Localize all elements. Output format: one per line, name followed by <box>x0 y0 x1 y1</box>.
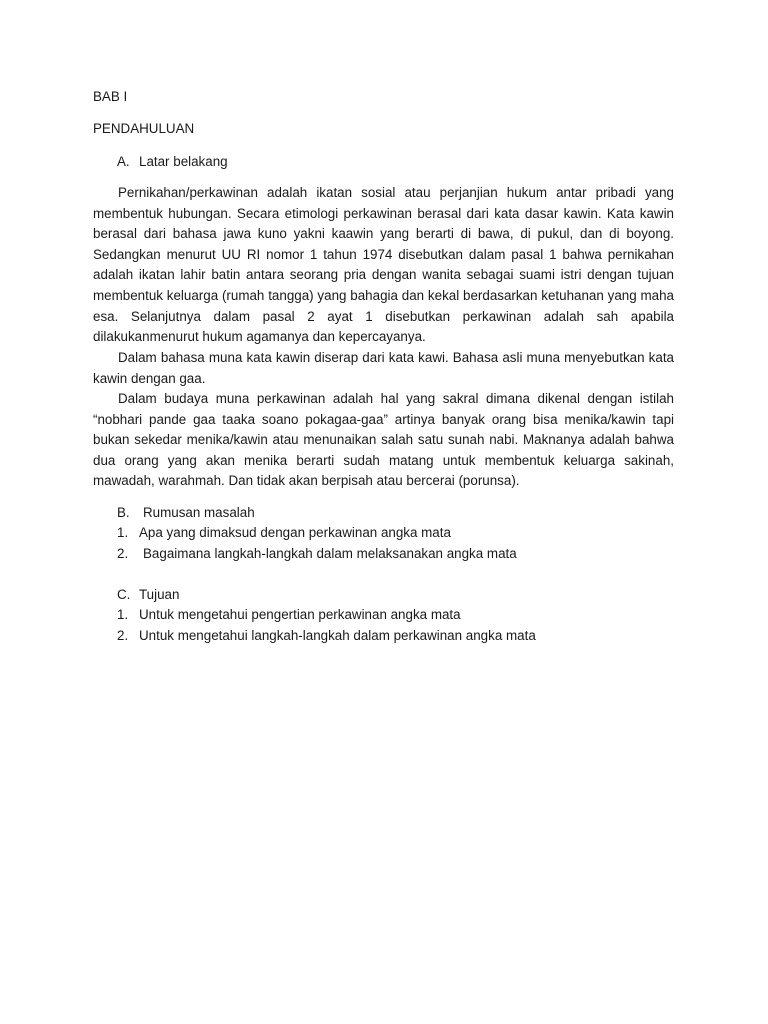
paragraph-1: Pernikahan/perkawinan adalah ikatan sosial atau perjanjian hukum antar pribadi yang membentuk hubungan. Secara etimologi perkawinan berasal dari kata dasar kawin. Kata kawin berasal dari bahasa jawa kuno yakni kaawin yang berarti di bawa, di pukul, dan di boyong. Sedangkan menurut UU RI nomor 1 tahun 1974 disebutkan dalam pasal 1 bahwa pernikahan adalah ikatan lahir batin antara seorang pria dengan wanita sebagai suami istri dengan tujuan membentuk keluarga (rumah tangga) yang bahagia dan kekal berdasarkan ketuhanan yang maha esa. Selanjutnya dalam pasal 2 ayat 1 disebutkan perkawinan adalah sah apabila dilakukanmenurut hukum agamanya dan kepercayanya. <box>93 185 674 345</box>
section-b-heading <box>117 505 255 520</box>
section-b-marker: B. <box>117 505 130 520</box>
list-item <box>117 628 536 643</box>
paragraph-3: Dalam budaya muna perkawinan adalah hal yang sakral dimana dikenal dengan istilah “nobhari pande gaa taaka soano pokagaa-gaa” artinya banyak orang bisa menika/kawin tapi bukan sekedar menika/kawin atau menunaikan salah satu sunah nabi. Maknanya adalah bahwa dua orang yang akan menika berarti sudah matang untuk membentuk keluarga sakinah, mawadah, warahmah. Dan tidak akan berpisah atau bercerai (porunsa). <box>93 391 674 489</box>
section-c-label: Tujuan <box>139 587 180 602</box>
section-a-heading <box>117 154 228 169</box>
section-c-heading <box>117 587 179 602</box>
list-item-number: 1. <box>117 607 129 622</box>
list-item-text: Untuk mengetahui pengertian perkawinan angka mata <box>139 607 461 622</box>
list-item-text: Bagaimana langkah-langkah dalam melaksanakan angka mata <box>143 546 517 561</box>
section-a-marker: A. <box>117 154 130 169</box>
chapter-number: BAB I <box>93 89 128 104</box>
list-item-text: Apa yang dimaksud dengan perkawinan angka mata <box>139 525 451 540</box>
list-item-text: Untuk mengetahui langkah-langkah dalam perkawinan angka mata <box>139 628 536 643</box>
section-b-label: Rumusan masalah <box>143 505 255 520</box>
chapter-title: PENDAHULUAN <box>93 121 195 136</box>
section-c-marker: C. <box>117 587 131 602</box>
list-item <box>117 546 517 561</box>
paragraph-2: Dalam bahasa muna kata kawin diserap dari kata kawi. Bahasa asli muna menyebutkan kata kawin dengan gaa. <box>93 350 674 386</box>
list-item-number: 2. <box>117 546 129 561</box>
list-item <box>117 607 461 622</box>
list-item-number: 2. <box>117 628 129 643</box>
list-item-number: 1. <box>117 525 129 540</box>
list-item <box>117 525 451 540</box>
section-a-label: Latar belakang <box>139 154 228 169</box>
